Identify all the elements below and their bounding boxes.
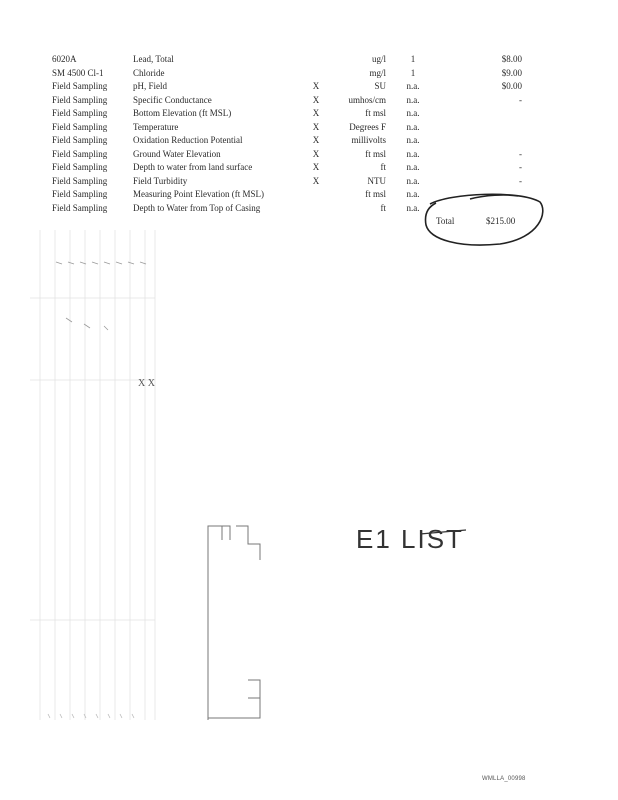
- method-cell: Field Sampling: [52, 81, 108, 91]
- bottom-tick-marks: [48, 714, 134, 718]
- selected-mark-cell: X: [312, 81, 320, 91]
- price-cell: $0.00: [501, 81, 522, 91]
- parameter-cell: Measuring Point Elevation (ft MSL): [133, 189, 264, 199]
- quantity-cell: n.a.: [406, 121, 420, 132]
- method-cell: Field Sampling: [52, 121, 108, 132]
- quantity-cell: n.a.: [406, 162, 420, 172]
- units-cell: ug/l: [371, 54, 386, 64]
- method-cell: Field Sampling: [52, 94, 108, 105]
- form-outline: [208, 526, 260, 720]
- quantity-cell: n.a.: [406, 175, 420, 186]
- method-cell: Field Sampling: [52, 202, 108, 213]
- price-cell: -: [519, 162, 522, 172]
- units-cell: ft: [380, 162, 386, 172]
- units-cell: ft msl: [365, 108, 386, 118]
- parameter-cell: Bottom Elevation (ft MSL): [133, 108, 232, 118]
- parameter-cell: Field Turbidity: [133, 175, 188, 186]
- method-cell: Field Sampling: [52, 175, 108, 186]
- units-cell: NTU: [367, 175, 386, 186]
- handwritten-note: E1 LIST: [356, 524, 464, 554]
- method-cell: Field Sampling: [52, 135, 108, 145]
- price-cell: -: [519, 94, 522, 105]
- units-cell: ft msl: [365, 189, 386, 199]
- selected-mark-cell: X: [312, 135, 320, 145]
- units-cell: ft msl: [365, 148, 386, 159]
- units-cell: ft: [380, 202, 386, 213]
- units-cell: mg/l: [369, 67, 386, 78]
- quantity-cell: n.a.: [406, 81, 420, 91]
- quantity-cell: n.a.: [406, 135, 420, 145]
- hand-drawn-circle: [425, 194, 542, 245]
- quantity-cell: n.a.: [406, 202, 420, 213]
- parameter-cell: Ground Water Elevation: [133, 148, 221, 159]
- quantity-cell: 1: [410, 54, 416, 64]
- parameter-cell: Temperature: [133, 121, 179, 132]
- parameter-cell: Depth to Water from Top of Casing: [133, 202, 261, 213]
- price-cell: -: [519, 175, 522, 186]
- quantity-cell: n.a.: [406, 148, 420, 159]
- parameter-cell: Specific Conductance: [133, 94, 212, 105]
- tick-marks: [56, 262, 146, 330]
- price-cell: -: [519, 148, 522, 159]
- units-cell: millivolts: [351, 135, 386, 145]
- quantity-cell: n.a.: [406, 94, 420, 105]
- faint-grid-lines: [30, 230, 155, 720]
- method-cell: Field Sampling: [52, 162, 108, 172]
- quantity-cell: n.a.: [406, 108, 420, 118]
- parameter-cell: pH, Field: [133, 81, 168, 91]
- total-label: Total: [436, 216, 455, 226]
- side-xx-mark: X X: [138, 378, 155, 389]
- selected-mark-cell: X: [312, 162, 320, 172]
- parameter-cell: Depth to water from land surface: [133, 162, 253, 172]
- method-cell: SM 4500 Cl-1: [52, 67, 104, 78]
- method-cell: Field Sampling: [52, 189, 108, 199]
- units-cell: Degrees F: [349, 121, 386, 132]
- selected-mark-cell: X: [312, 121, 320, 132]
- selected-mark-cell: X: [312, 108, 320, 118]
- parameter-cell: Chloride: [133, 67, 165, 78]
- selected-mark-cell: X: [312, 175, 320, 186]
- quantity-cell: 1: [410, 67, 416, 78]
- parameter-cell: Oxidation Reduction Potential: [133, 135, 243, 145]
- method-cell: Field Sampling: [52, 108, 108, 118]
- units-cell: umhos/cm: [348, 94, 386, 105]
- selected-mark-cell: X: [312, 94, 320, 105]
- units-cell: SU: [374, 81, 386, 91]
- method-cell: Field Sampling: [52, 148, 108, 159]
- price-cell: $8.00: [501, 54, 522, 64]
- method-cell: 6020A: [52, 54, 77, 64]
- quantity-cell: n.a.: [406, 189, 420, 199]
- price-cell: $9.00: [501, 67, 522, 78]
- parameter-cell: Lead, Total: [133, 54, 174, 64]
- bates-stamp: WMLLA_00998: [482, 776, 526, 782]
- selected-mark-cell: X: [312, 148, 320, 159]
- total-value: $215.00: [486, 216, 516, 226]
